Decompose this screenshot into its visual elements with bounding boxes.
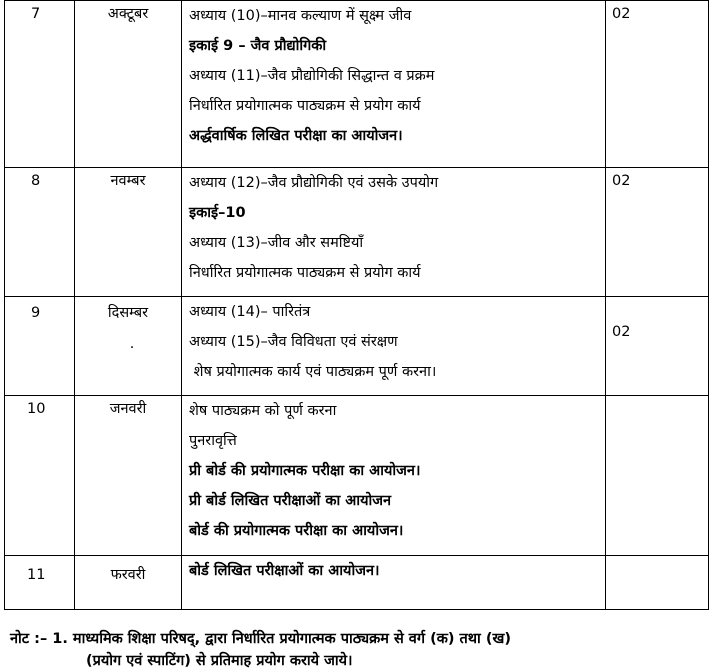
topics-cell: [182, 168, 606, 297]
topics-cell: [182, 396, 606, 556]
month-mark: .: [129, 336, 135, 352]
period-count: 02: [606, 1, 709, 168]
footnote: [10, 628, 511, 672]
topic-line: शेष प्रयोगात्मक कार्य एवं पाठ्यक्रम पूर्ण करना।: [189, 364, 437, 380]
topics-cell: [182, 1, 606, 168]
schedule-body: [5, 1, 709, 610]
topic-line: अध्याय (13)–जीव और समष्टियाँ: [189, 235, 364, 251]
schedule-table: [4, 0, 709, 610]
month-name: दिसम्बर: [107, 305, 149, 321]
topic-line: अध्याय (11)–जैव प्रौद्योगिकी सिद्धान्त व प्रक्रम: [189, 68, 435, 84]
table-row: [5, 1, 709, 168]
serial-number: 10: [5, 396, 75, 556]
topic-line: अध्याय (10)–मानव कल्याण में सूक्ष्म जीव: [189, 8, 412, 24]
period-count: [606, 396, 709, 556]
topic-line: प्री बोर्ड लिखित परीक्षाओं का आयोजन: [189, 493, 392, 509]
month-cell: [75, 297, 182, 396]
month-name: अक्टूबर: [75, 1, 182, 168]
period-count: 02: [606, 168, 709, 297]
table-row: [5, 168, 709, 297]
footnote-line: (प्रयोग एवं स्पाटिंग) से प्रतिमाह प्रयोग कराये जाये।: [86, 653, 353, 669]
topic-line: निर्धारित प्रयोगात्मक पाठ्यक्रम से प्रयोग कार्य: [189, 265, 421, 281]
serial-number: 8: [5, 168, 75, 297]
topics-cell: [182, 297, 606, 396]
topic-line: अध्याय (15)–जैव विविधता एवं संरक्षण: [189, 334, 398, 350]
topic-line: बोर्ड की प्रयोगात्मक परीक्षा का आयोजन।: [189, 523, 404, 539]
topic-line: इकाई–10: [189, 205, 246, 221]
topic-line: अध्याय (14)– पारितंत्र: [189, 304, 311, 320]
serial-number: 7: [5, 1, 75, 168]
topic-line: निर्धारित प्रयोगात्मक पाठ्यक्रम से प्रयोग कार्य: [189, 98, 421, 114]
topic-line: इकाई 9 – जैव प्रौद्योगिकी: [189, 38, 327, 54]
serial-number: 11: [5, 556, 75, 610]
month-name: नवम्बर: [75, 168, 182, 297]
month-name: जनवरी: [75, 396, 182, 556]
topic-line: अर्द्धवार्षिक लिखित परीक्षा का आयोजन।: [189, 128, 403, 144]
topics-cell: [182, 556, 606, 610]
table-row: [5, 297, 709, 396]
month-name: फरवरी: [75, 556, 182, 610]
period-count: 02: [606, 297, 709, 396]
topic-line: अध्याय (12)–जैव प्रौद्योगिकी एवं उसके उपयोग: [189, 175, 439, 191]
topic-line: प्री बोर्ड की प्रयोगात्मक परीक्षा का आयोजन।: [189, 463, 421, 479]
topic-line: बोर्ड लिखित परीक्षाओं का आयोजन।: [189, 563, 380, 579]
table-row: [5, 396, 709, 556]
table-row: [5, 556, 709, 610]
period-count: [606, 556, 709, 610]
topic-line: शेष पाठ्यक्रम को पूर्ण करना: [189, 403, 337, 419]
footnote-line: नोट :– 1. माध्यमिक शिक्षा परिषद्, द्वारा निर्धारित प्रयोगात्मक पाठ्यक्रम से वर्ग (क) तथा (ख): [10, 631, 511, 647]
topic-line: पुनरावृत्ति: [189, 433, 237, 449]
serial-number: 9: [5, 297, 75, 396]
